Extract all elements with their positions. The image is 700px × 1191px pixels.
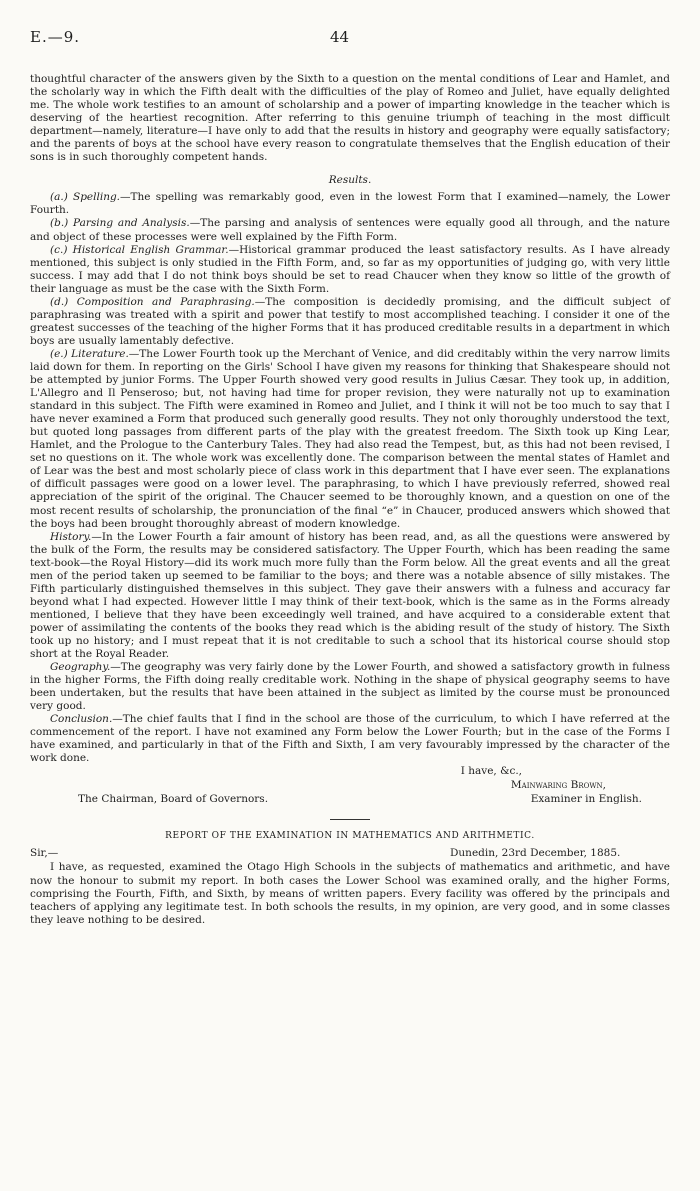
signature-name-row [30, 779, 670, 793]
literature-label: (e.) Literature. [50, 347, 129, 360]
parsing-text: —The parsing and analysis of sentences were equally good all through, and the nature and object of these processes were well explained by the Fifth Form. [30, 217, 670, 243]
salutation-row [30, 847, 670, 861]
signature-title-row [30, 793, 670, 807]
document-reference: E.—9. [30, 28, 81, 46]
history-paragraph [30, 531, 670, 661]
section-divider [330, 819, 370, 820]
page-number: 44 [330, 28, 350, 46]
conclusion-label: Conclusion. [50, 713, 113, 726]
report-paragraph: I have, as requested, examined the Otago High Schools in the subjects of mathematics and arithmetic, and have now the honour to submit my report. In both cases the Lower School was examined orally, and the higher Forms, comprising the Fourth, Fifth, and Sixth, by means of written papers. Every facility was offered by the principals and teachers of applying any legitimate test. In both schools the results, in my opinion, are very good, and in some classes they leave nothing to be desired. [30, 861, 670, 926]
parsing-label: (b.) Parsing and Analysis. [50, 217, 190, 230]
signature-closing: I have, &c., [460, 765, 522, 778]
intro-paragraph: thoughtful character of the answers given by the Sixth to a question on the mental conditions of Lear and Hamlet, and the scholarly way in which the Fifth dealt with the difficulties of the play of Romeo and Juliet, have equally delighted me. The whole work testifies to an amount of scholarship and a power of imparting knowledge in the teacher which is deserving of the heartiest recognition. After referring to this genuine triumph of teaching in the most difficult department—namely, literature—I have only to add that the results in history and geography were equally satisfactory; and the parents of boys at the school have every reason to congratulate themselves that the English education of their sons is in such thoroughly competent hands. [30, 73, 670, 164]
geography-label: Geography. [50, 661, 111, 674]
conclusion-text: —The chief faults that I find in the school are those of the curriculum, to which I have referred at the commencement of the report. I have not examined any Form below the Lower Fourth; but in the case of the Forms I have examined, and particularly in that of the Fifth and Sixth, I am very favourably impressed by the character of the work done. [30, 713, 670, 765]
salutation: Sir,— [30, 847, 59, 860]
history-text: —In the Lower Fourth a fair amount of history has been read, and, as all the questions were answered by the bulk of the Form, the results may be considered satisfactory. The Upper Fourth, which has been reading the same text-book—the Royal History—did its work much more fully than the Form below. All the great events and all the great men of the period taken up seemed to be familiar to the boys; and there was a notable absence of silly mistakes. The Fifth particularly distinguished themselves in this subject. They gave their answers with a fulness and accuracy far beyond what I had expected. However little I may think of their text-book, which is the same as in the Forms already mentioned, I believe that they have been exceedingly well trained, and have acquired to a considerable extent that power of assimilating the contents of the books they read which is the abiding result of the study of history. The Sixth took up no history; and I must repeat that it is not creditable to such a school that its historical course should stop short at the Royal Reader. [30, 530, 670, 661]
composition-text: —The composition is decidedly promising, and the difficult subject of paraphrasing was treated with a spirit and power that testify to most accomplished teaching. I consider it one of the greatest successes of the teaching of the higher Forms that it has produced creditable results in a department in which boys are usually lamentably defective. [30, 295, 670, 347]
addressee: The Chairman, Board of Governors. [78, 793, 269, 806]
geography-text: —The geography was very fairly done by the Lower Fourth, and showed a satisfactory growth in fulness in the higher Forms, the Fifth doing really creditable work. Nothing in the shape of physical geography seems to have been undertaken, but the results that have been attained in the subject as limited by the course must be pronounced very good. [30, 661, 670, 713]
composition-paragraph [30, 296, 670, 348]
spelling-text: —The spelling was remarkably good, even in the lowest Form that I examined—namely, the Lower Fourth. [30, 191, 671, 217]
report-title: REPORT OF THE EXAMINATION IN MATHEMATICS AND ARITHMETIC. [165, 831, 535, 842]
report-body [30, 73, 670, 927]
grammar-text: —Historical grammar produced the least satisfactory results. As I have already mentioned, this subject is only studied in the Fifth Form, and, so far as my opportunities of judging go, with very little success. I may add that I do not think boys should be set to read Chaucer when they know so little of the growth of their language as must be the case with the Sixth Form. [30, 243, 670, 295]
grammar-paragraph [30, 244, 670, 296]
report-date: Dunedin, 23rd December, 1885. [450, 847, 621, 860]
parsing-paragraph [30, 217, 670, 243]
literature-paragraph [30, 348, 670, 531]
spelling-label: (a.) Spelling. [50, 191, 121, 204]
geography-paragraph [30, 661, 670, 713]
grammar-label: (c.) Historical English Grammar. [50, 243, 229, 256]
signature-closing-row [30, 765, 670, 779]
spelling-paragraph [30, 191, 670, 217]
composition-label: (d.) Composition and Paraphrasing. [50, 295, 255, 308]
signature-title: Examiner in English. [530, 793, 642, 806]
page-header [30, 28, 670, 52]
conclusion-paragraph [30, 713, 670, 765]
signature-name: Mainwaring Brown, [510, 779, 606, 792]
history-label: History. [50, 530, 92, 543]
literature-text: —The Lower Fourth took up the Merchant of Venice, and did creditably within the very narrow limits laid down for them. In reporting on the Girls' School I have given my reasons for thinking that Shakespeare should not be attempted by junior Forms. The Upper Fourth showed very good results in Julius Cæsar. They took up, in addition, L'Allegro and Il Penseroso; but, not having had time for proper revision, they were naturally not up to examination standard in this subject. The Fifth were examined in Romeo and Juliet, and I think it will not be too much to say that I have never examined a Form that produced such generally good results. They not only thoroughly understood the text, but quoted long passages from different parts of the play with the greatest freedom. The Sixth took up King Lear, Hamlet, and the Prologue to the Canterbury Tales. They had also read the Tempest, but, as this had not been revised, I set no questions on it. The whole work was excellently done. The comparison between the mental states of Hamlet and of Lear was the best and most scholarly piece of class work in this department that I have ever seen. The explanations of difficult passages were good on a lower level. The paraphrasing, to which I have previously referred, showed real appreciation of the spirit of the original. The Chaucer seemed to be thoroughly known, and a question on one of the most recent results of scholarship, the pronunciation of the final “e” in Chaucer, produced answers which showed that the boys had been brought thoroughly abreast of modern knowledge. [30, 347, 670, 530]
results-heading: Results. [328, 174, 372, 187]
